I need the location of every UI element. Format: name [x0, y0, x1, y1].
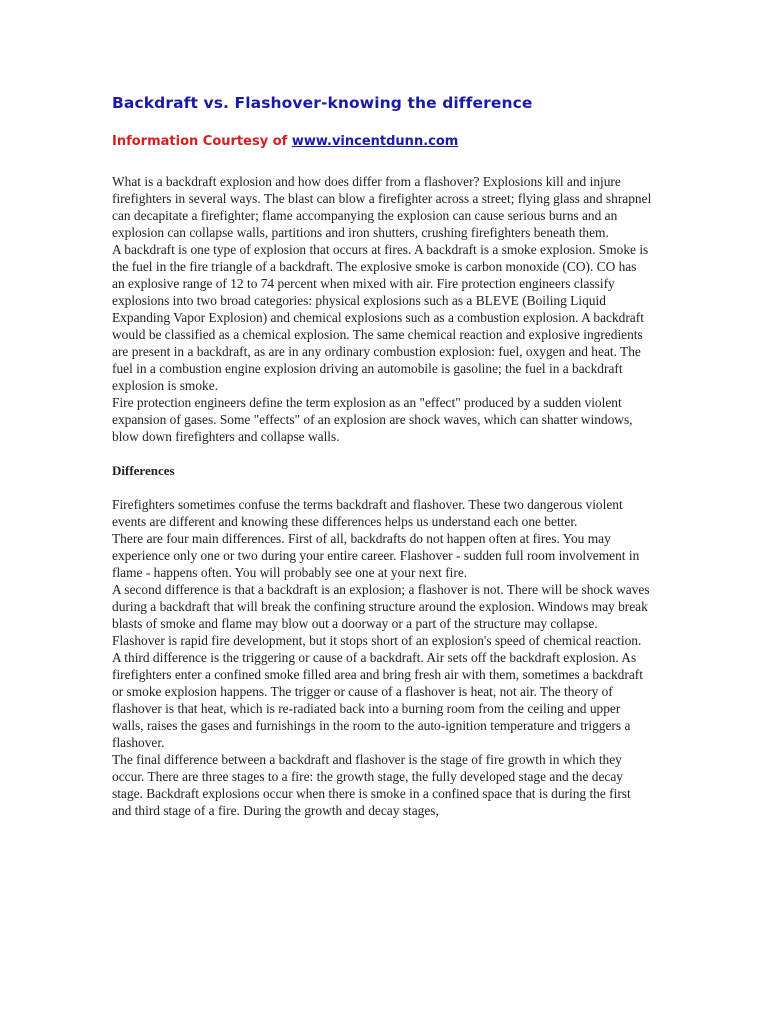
- differences-paragraph-5: The final difference between a backdraft and flashover is the stage of fire growth in which they occur. There are three stages to a fire: the growth stage, the fully developed stage and the decay stage. Backdraft explosions occur when there is smoke in a confined space that is during the first and third stage of a fire. During the growth and decay stages,: [112, 752, 631, 818]
- intro-section: [112, 173, 652, 445]
- document-page: [112, 88, 652, 819]
- intro-paragraph-1: What is a backdraft explosion and how does differ from a flashover? Explosions kill and injure firefighters in several ways. The blast can blow a firefighter across a street; flying glass and shrapnel can decapitate a firefighter; flame accompanying the explosion can cause serious burns and an explosion can collapse walls, partitions and iron shutters, crushing firefighters beneath them.: [112, 174, 652, 240]
- courtesy-prefix: Information Courtesy of: [112, 134, 292, 149]
- differences-paragraph-1: Firefighters sometimes confuse the terms backdraft and flashover. These two dangerous violent events are different and knowing these differences helps us understand each one better.: [112, 497, 623, 529]
- differences-paragraph-3: A second difference is that a backdraft is an explosion; a flashover is not. There will be shock waves during a backdraft that will break the confining structure around the explosion. Windows may break blasts of smoke and flame may blow out a doorway or a part of the structure may collapse. Flashover is rapid fire development, but it stops short of an explosion's speed of chemical reaction.: [112, 582, 650, 648]
- differences-paragraph-2: There are four main differences. First of all, backdrafts do not happen often at fires. You may experience only one or two during your entire career. Flashover - sudden full room involvement in flame - happens often. You will probably see one at your next fire.: [112, 531, 640, 580]
- courtesy-line: [112, 133, 652, 151]
- article-title: Backdraft vs. Flashover-knowing the difference: [112, 94, 533, 112]
- intro-paragraph-3: Fire protection engineers define the term explosion as an "effect" produced by a sudden violent expansion of gases. Some "effects" of an explosion are shock waves, which can shatter windows, blow down firefighters and collapse walls.: [112, 395, 633, 444]
- differences-paragraph-4: A third difference is the triggering or cause of a backdraft. Air sets off the backdraft explosion. As firefighters enter a confined smoke filled area and bring fresh air with them, sometimes a backdraft or smoke explosion happens. The trigger or cause of a flashover is heat, not air. The theory of flashover is that heat, which is re-radiated back into a burning room from the ceiling and upper walls, raises the gases and furnishings in the room to the auto-ignition temperature and triggers a flashover.: [112, 650, 643, 750]
- differences-heading: Differences: [112, 463, 175, 478]
- intro-paragraph-2: A backdraft is one type of explosion that occurs at fires. A backdraft is a smoke explosion. Smoke is the fuel in the fire triangle of a backdraft. The explosive smoke is carbon monoxide (CO). CO has an explosive range of 12 to 74 percent when mixed with air. Fire protection engineers classify explosions into two broad categories: physical explosions such as a BLEVE (Boiling Liquid Expanding Vapor Explosion) and chemical explosions such as a combustion explosion. A backdraft would be classified as a chemical explosion. The same chemical reaction and explosive ingredients are present in a backdraft, as are in any ordinary combustion explosion: fuel, oxygen and heat. The fuel in a combustion engine explosion driving an automobile is gasoline; the fuel in a backdraft explosion is smoke.: [112, 242, 649, 393]
- differences-section: [112, 496, 652, 819]
- courtesy-link[interactable]: www.vincentdunn.com: [291, 134, 459, 149]
